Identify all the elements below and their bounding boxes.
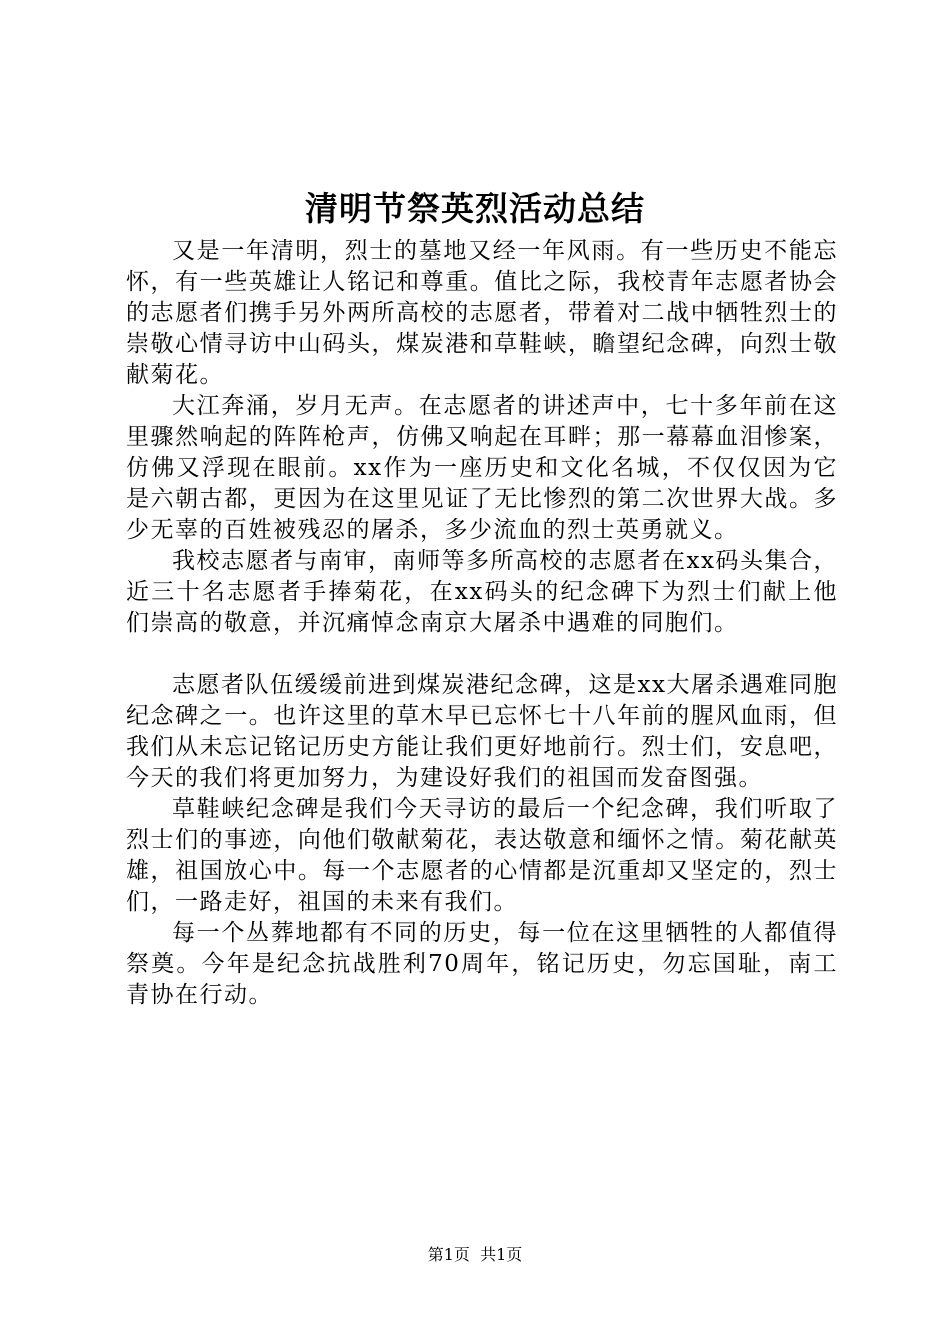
- paragraph-2: 大江奔涌，岁月无声。在志愿者的讲述声中，七十多年前在这里骤然响起的阵阵枪声，仿佛又响起在耳畔；那一幕幕血泪惨案，仿佛又浮现在眼前。xx作为一座历史和文化名城，不仅仅因为它是六朝古都，更因为在这里见证了无比惨烈的第二次世界大战。多少无辜的百姓被残忍的屠杀，多少流血的烈士英勇就义。: [126, 393, 838, 543]
- page-footer: 第1页 共1页: [427, 1245, 523, 1264]
- paragraph-1: 又是一年清明，烈士的墓地又经一年风雨。有一些历史不能忘怀，有一些英雄让人铭记和尊重。值比之际，我校青年志愿者协会的志愿者们携手另外两所高校的志愿者，带着对二战中牺牲烈士的崇敬心情寻访中山码头，煤炭港和草鞋峡，瞻望纪念碑，向烈士敬献菊花。: [126, 238, 838, 388]
- paragraph-5: 草鞋峡纪念碑是我们今天寻访的最后一个纪念碑，我们听取了烈士们的事迹，向他们敬献菊花，表达敬意和缅怀之情。菊花献英雄，祖国放心中。每一个志愿者的心情都是沉重却又坚定的，烈士们，一路走好，祖国的未来有我们。: [126, 796, 838, 915]
- document-title: 清明节祭英烈活动总结: [305, 189, 645, 228]
- paragraph-6: 每一个丛葬地都有不同的历史，每一位在这里牺牲的人都值得祭奠。今年是纪念抗战胜利70周年，铭记历史，勿忘国耻，南工青协在行动。: [126, 920, 838, 1008]
- document-body: [126, 236, 838, 1011]
- paragraph-3: 我校志愿者与南审，南师等多所高校的志愿者在xx码头集合，近三十名志愿者手捧菊花，在xx码头的纪念碑下为烈士们献上他们崇高的敬意，并沉痛悼念南京大屠杀中遇难的同胞们。: [126, 548, 838, 636]
- paragraph-4: 志愿者队伍缓缓前进到煤炭港纪念碑，这是xx大屠杀遇难同胞纪念碑之一。也许这里的草木早已忘怀七十八年前的腥风血雨，但我们从未忘记铭记历史方能让我们更好地前行。烈士们，安息吧，今天的我们将更加努力，为建设好我们的祖国而发奋图强。: [126, 672, 838, 791]
